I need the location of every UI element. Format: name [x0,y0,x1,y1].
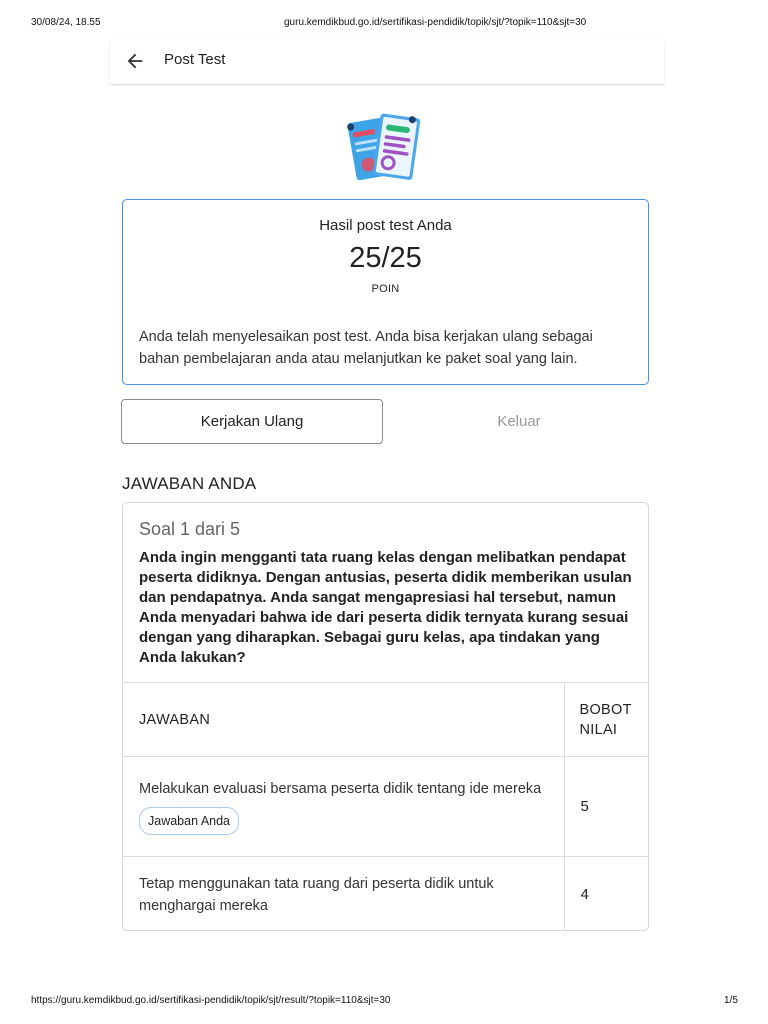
column-header-weight-line1: BOBOT [579,701,632,718]
retry-button[interactable]: Kerjakan Ulang [121,399,383,444]
table-header-row [123,683,649,757]
column-header-weight-line2: NILAI [579,721,618,738]
arrow-left-icon[interactable] [124,50,146,72]
question-card [122,502,649,931]
exit-button[interactable]: Keluar [388,399,650,444]
result-card [122,199,649,385]
table-row [123,757,649,857]
print-footer-url: https://guru.kemdikbud.go.id/sertifikasi-pendidik/topik/sjt/result/?topik=110&sjt=30 [31,995,391,1006]
answer-text: Tetap menggunakan tata ruang dari peserta didik untuk menghargai mereka [139,875,494,914]
answer-cell [123,857,564,932]
question-text: Anda ingin mengganti tata ruang kelas dengan melibatkan pendapat peserta didiknya. Dengan antusias, peserta didik memberikan usulan dan pendapatnya. Anda sangat mengapresiasi hal tersebut, namun Anda menyadari bahwa ide dari peserta didik ternyata kurang sesuai dengan yang diharapkan. Sebagai guru kelas, apa tindakan yang Anda lakukan? [139,549,632,666]
weight-cell: 4 [564,857,649,932]
question-counter: Soal 1 dari 5 [139,519,241,539]
result-score: 25/25 [349,242,422,274]
answers-section-title: JAWABAN ANDA [122,474,257,493]
page-title: Post Test [164,51,226,68]
column-header-answer: JAWABAN [123,683,564,757]
weight-cell: 5 [564,757,649,857]
test-papers-icon [346,110,426,186]
answer-table [123,682,649,931]
your-answer-badge: Jawaban Anda [139,807,239,835]
result-description: Anda telah menyelesaikan post test. Anda bisa kerjakan ulang sebagai bahan pembelajaran anda atau melanjutkan ke paket soal yang lain. [139,329,593,367]
print-url: guru.kemdikbud.go.id/sertifikasi-pendidik/topik/sjt/?topik=110&sjt=30 [284,17,587,28]
print-page-number: 1/5 [724,995,738,1006]
answer-cell [123,757,564,857]
answer-text: Melakukan evaluasi bersama peserta didik tentang ide mereka [139,781,542,797]
result-unit: POIN [371,283,400,295]
result-heading: Hasil post test Anda [319,217,452,234]
table-row [123,857,649,932]
print-datetime: 30/08/24, 18.55 [31,17,101,28]
top-app-bar [110,40,664,84]
column-header-weight [564,683,649,757]
